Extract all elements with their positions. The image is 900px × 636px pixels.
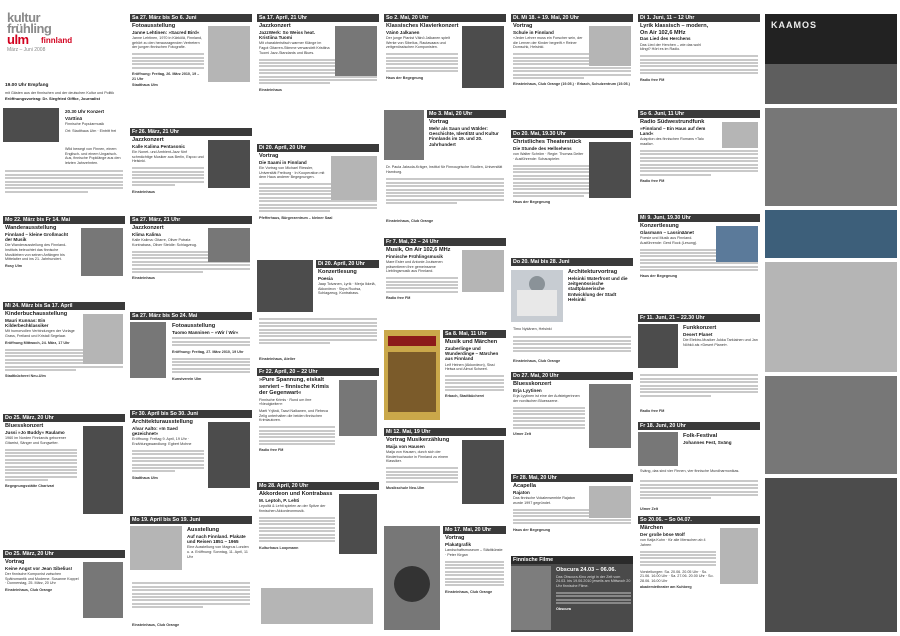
card-akkordeon: [257, 482, 379, 632]
card-title: Vortrag: [259, 153, 279, 159]
card-subtitle: Das Lied des Herchens: [640, 36, 691, 42]
photo-band-stage: [765, 376, 897, 474]
card-date: Fr 26. März, 21 Uhr: [130, 128, 252, 136]
card-body: Lepoltä & Lehti spielen an der Spitze der finnischen Akkordeonmusik.: [259, 504, 326, 513]
card-maerchen-kalevala: [384, 330, 506, 424]
card-body: Mit charakteristisch warmer Klänge im Fagot Gitarren-Stimme verwandelt Kristiina Tuomi Jazz-Standards und Blues.: [259, 41, 330, 55]
card-title: Konzertlesung: [318, 269, 357, 275]
card-body: Adaption des finnischen Romans »Talo maalla«.: [640, 137, 704, 146]
card-body: Dr. Paula Jaksola-Kräger, Institut für Finnougrische Studien, Universität Hamburg.: [386, 165, 503, 174]
card-place: Radio free FM: [640, 77, 665, 82]
column-4: [384, 4, 506, 632]
card-subtitle: Der große böse Wolf: [640, 531, 685, 537]
card-date: Mo 19. April bis So 19. Juni: [130, 516, 252, 524]
photo-band: [3, 108, 59, 142]
card-date: Fr 11. Juni, 21 – 22.30 Uhr: [638, 314, 760, 322]
card-subtitle: M. Leptoh, P. Lehti: [259, 497, 300, 503]
card-saunen: [384, 110, 506, 234]
card-place: Einsteinhaus, Atelier: [259, 357, 296, 361]
card-date: Finnische Filme: [511, 556, 633, 564]
logo-subtitle: März – Juni 2008: [7, 47, 46, 53]
logo-kultur: kultur: [7, 10, 41, 25]
column-1: [3, 4, 125, 632]
card-subtitle: Mauri Kunnas: Ein Kilderbechklassiker: [5, 317, 49, 328]
logo-ulm: ulm: [7, 32, 29, 47]
card-body: Sväng, das sind vier Finnen, vier finnische Mundharmonikas.: [640, 469, 740, 473]
card-concert-vaerttinae: [3, 106, 125, 212]
card-body: Ein Nonet- und Ambient-Jazz fünf schmächtige Musiker aus Berlin, Espoo und Helsinki.: [132, 150, 204, 164]
card-subtitle: Glasmann – Lassinäänet: [640, 229, 694, 235]
card-date: So 20.06. – So 04.07.: [638, 516, 760, 524]
card-subtitle: Die Saami in Finnland: [259, 159, 307, 165]
card-date: Mo 3. Mai, 20 Uhr: [427, 110, 506, 118]
card-title: Vortrag Musikerzählung: [386, 437, 450, 443]
card-title: 19.00 Uhr Empfang: [5, 83, 49, 88]
card-jalkanen: [384, 14, 506, 106]
photo-helsinki-cathedral: [511, 270, 563, 322]
card-title: Klassisches Klavierkonzert: [386, 23, 459, 29]
card-lehtinen: [130, 14, 252, 122]
card-place: Musikschule Neu-Ulm: [386, 486, 425, 491]
card-date: Do 20. Mai, 19.30 Uhr: [511, 130, 633, 138]
card-date: Mo 17. Mai, 20 Uhr: [443, 526, 506, 534]
photo-school: [589, 26, 631, 66]
card-body: mit Gästen aus der finnischen und der deutschen Kultur und Politik: [5, 90, 115, 95]
card-subtitle: Schule in Finnland: [513, 29, 554, 35]
card-title: Märchen: [640, 525, 664, 531]
card-place: Erbach, Stadtbücherei: [445, 394, 485, 399]
card-place: Stadtbücherei Neu-Ulm: [5, 374, 46, 379]
card-manninen: [130, 312, 252, 408]
card-body: Janne Lehtinen, 1970 in Kärkölä, Finnland, gehört zu den herausragenden Vertretern der jungen finnischen Fotografie.: [132, 36, 203, 50]
photo-accordion: [339, 494, 377, 554]
card-title: Bluesskonzert: [513, 381, 552, 387]
card-place: Einsteinhaus, Club Orange: [445, 589, 493, 594]
photo-desert-planet: [638, 324, 678, 368]
card-date: Di 20. April, 20 Uhr: [316, 260, 379, 268]
card-body: Leif Heinen (Akkordeon), Sissi Heiwa und Almut Schwerl.: [445, 362, 495, 372]
photo-forest: [765, 478, 897, 632]
card-theater: [511, 130, 633, 254]
photo-house: [722, 122, 758, 148]
card-title: Bluesskonzert: [5, 423, 44, 429]
photo-saami: [331, 156, 377, 200]
card-subtitle: Tuomo Manninen – »Wir / Wir«: [172, 329, 239, 335]
card-subtitle: Plakatgrafik: [445, 541, 472, 547]
card-title: Vortrag: [429, 119, 449, 125]
photo-theater: [589, 142, 631, 198]
card-sibelius: [3, 550, 125, 632]
photo-aalto: [208, 422, 250, 488]
card-wolf: [638, 516, 760, 632]
card-opening: [3, 82, 125, 102]
card-kinderbuch: [3, 302, 125, 412]
card-title: Vortrag: [513, 23, 533, 29]
photo-duo: [261, 588, 373, 624]
column-7: [765, 4, 897, 632]
card-place: Einsteinhaus, Club Orange: [132, 623, 180, 627]
card-date: Sa 27. März bis So 24. Mai: [130, 312, 252, 320]
card-note: Eröffnungsvortrag: Dr. Siegfried Giffke, Journalist: [5, 96, 100, 102]
card-title: Akkordeon und Kontrabass: [259, 491, 333, 497]
card-svaeng: [638, 422, 760, 514]
card-date: Mo 22. März bis Fr 14. Mai: [3, 216, 125, 224]
card-place: akademietheater am Kuhberg: [640, 585, 692, 590]
card-body: Der junge Pianist Väinö Jalkanen spielt Werke von Sibelius, Rautavaara und zeitgenössischen Komponisten.: [386, 36, 450, 50]
card-body: Erja Lyytinen ist eine der Aufsteigerinnen der nordischen Bluesszene.: [513, 394, 580, 403]
card-subtitle: Desert Planet: [683, 331, 713, 337]
card-date: Di 1. Juni, 11 – 12 Uhr: [638, 14, 760, 22]
photo-lyytinen: [589, 384, 631, 448]
photo-sauna: [384, 110, 424, 160]
card-glasmann: [638, 214, 760, 310]
card-body: Landschaftsmuseum – Städtkünste · Peter Kirgan: [445, 548, 503, 557]
column-5: [511, 4, 633, 632]
card-kaamos: [765, 14, 897, 104]
card-date: Do 25. März, 20 Uhr: [3, 550, 125, 558]
card-date: Mo 28. April, 20 Uhr: [257, 482, 379, 490]
card-plakate: [130, 516, 252, 632]
card-subtitle: JazzWerk: So Weiss heat. Kristiina Tuomi: [259, 29, 315, 40]
card-place: Einsteinhaus, Club Orange (19.05.) · Erbach, Schulzentrum (19.05.): [513, 82, 630, 87]
card-subtitle: Maija von Hausen: [386, 443, 425, 449]
card-date: Fr 28. Mai, 20 Uhr: [511, 474, 633, 482]
card-lyrik: [638, 14, 760, 106]
card-subtitle: Finnland – kleine Großmacht der Musik: [5, 231, 69, 242]
card-subtitle: Poesia: [318, 275, 333, 281]
card-jazzwerk: [257, 14, 379, 138]
card-title: Vortrag: [445, 535, 465, 541]
card-subtitle: Väinö Jalkanen: [386, 29, 420, 35]
card-date: Fr 22. April, 20 – 22 Uhr: [257, 368, 379, 376]
photo-family: [130, 322, 166, 378]
column-6: [638, 4, 760, 632]
card-title: Architekturausstellung: [132, 419, 193, 425]
card-title: Acapella: [513, 483, 537, 489]
card-body: Jaap Toivanen, Lyrik · Merja Ikkelä, Akkordeon · Sirpa Ruotsa, Schlagzeug, Kontrabass.: [318, 282, 376, 296]
logo-fruehling: frühling: [7, 21, 52, 36]
photo-kalle-kalima: [208, 140, 250, 188]
card-krimis: [257, 368, 379, 478]
card-lyytinen: [511, 372, 633, 470]
card-body: Maija von Hausen, durch sich der Kinderbuchautor in Finnland zu einem Klassiker.: [386, 450, 449, 464]
card-opening-date: Eröffnung Mittwoch, 24. März, 17 Uhr: [5, 340, 70, 345]
card-klima-kalima: [130, 216, 252, 308]
card-place: Obscura: [556, 607, 571, 612]
photo-maija: [462, 440, 504, 504]
card-pentasonic: [130, 128, 252, 212]
card-title: Jazzkonzert: [132, 225, 164, 231]
card-body: Das Obscura-Kino zeigt in der Zeit vom 24.03. bis 19.06.2010 jeweils am Mittwoch 20 Uhr finnische Filme.: [556, 574, 631, 588]
photo-wolf: [720, 528, 758, 584]
card-subtitle: Janne Lehtinen: »Sacred Bird«: [132, 29, 200, 35]
card-place: Radio free FM: [386, 296, 411, 301]
card-aalto: [130, 410, 252, 514]
card-date: Do 20. Mai bis 28. Juni: [511, 258, 633, 266]
card-title: Jazzkonzert: [259, 23, 291, 29]
card-place: Ulmer Zelt: [640, 507, 659, 511]
card-date: Sa 17. April, 21 Uhr: [257, 14, 379, 22]
photo-author: [339, 380, 377, 436]
card-title: Jazzkonzert: [132, 137, 164, 143]
card-schule: [511, 14, 633, 126]
card-desert-planet: [638, 314, 760, 418]
card-saami: [257, 144, 379, 256]
card-date: Sa 27. März, 21 Uhr: [130, 216, 252, 224]
photo-poster: [130, 526, 182, 570]
card-rajaton: [511, 474, 633, 554]
card-title: Radio Südwestrundfunk: [640, 119, 705, 125]
photo-sibelius: [83, 562, 123, 618]
card-fruehlingsmusik: [384, 238, 506, 326]
card-date: Di. Mi 18. + 19. Mai, 20 Uhr: [511, 14, 633, 22]
card-date: Do 25. März, 20 Uhr: [3, 414, 125, 422]
card-title: Obscura 24.03 – 06.06.: [556, 567, 617, 573]
card-place: Haus der Begegnung: [513, 527, 551, 532]
photo-harbour: [765, 262, 897, 372]
card-date: Mi 24. März bis Sa 17. April: [3, 302, 125, 310]
card-subtitle: Helsinki Waterfront und die zeitgenössische stadtplanerische Entwicklung der Stadt Helsinki: [568, 275, 628, 303]
card-maija: [384, 428, 506, 524]
card-place: Radio free FM: [640, 179, 665, 184]
card-subtitle: Klima Kalima: [132, 231, 161, 237]
card-title: Fotoausstellung: [172, 323, 216, 329]
card-waterfront: [511, 258, 633, 368]
photo-sacred-bird: [208, 26, 250, 82]
card-body: 1960 im Norden Finnlands geborener Gitarrist, Sänger und Songwriter.: [5, 436, 67, 445]
card-schedule: Vorstellungen: Sa. 20.06. 20.05 Uhr · So. 21.06. 16.00 Uhr · Sa. 27.06. 20.00 Uhr · So. 28.06. 16.00 Uhr: [640, 569, 714, 583]
card-body: »Jeder Lehrer muss ein Forscher sein, der die Lernen der Kinder begreift.« Reiner Domschk, Helsinki.: [513, 36, 583, 50]
column-2: [130, 4, 252, 632]
card-title: 20.30 Uhr Konzert: [65, 109, 105, 114]
card-body: Mit humorvollen Verbindungen der Vorlage Grass, Freiland und Kristall Segelaar.: [5, 329, 75, 338]
card-subtitle: Zauberlinge und Wunderdinge – Märchen aus Finnland: [445, 345, 499, 362]
photo-kalevala-cover: [384, 330, 440, 420]
card-date: So 6. Juni, 11 Uhr: [638, 110, 760, 118]
card-date: Fr 7. Mai, 22 – 24 Uhr: [384, 238, 506, 246]
photo-pianist: [462, 26, 504, 88]
card-body: Kalle Kalima: Gitarre, Oliver Potratz: Kontrabass, Oliver Steidle: Schlagzeug.: [132, 238, 197, 247]
card-place: Begegnungsstätte Charivari: [5, 484, 55, 489]
card-place: Stadthaus Ulm: [132, 475, 158, 480]
card-blues-raulamo: [3, 414, 125, 546]
card-body: von Walter Schröm · Regie: Thomas Deiter · Ausführende: Schauspieler.: [513, 152, 584, 161]
card-date: Sa 8. Mai, 11 Uhr: [443, 330, 506, 338]
card-subtitle: Rajaton: [513, 489, 530, 495]
photo-lake: [765, 210, 897, 258]
card-body: Eine Ausstellung von Magnus Londen u. a. Eröffnung: Sonntag, 11. April, 11 Uhr: [187, 545, 249, 559]
card-title: Ausstellung: [187, 527, 220, 533]
card-poesia: [257, 260, 379, 364]
card-body: Die Elektro-Musiker Jukka Tarkiainen und Jan Nöhkö als »Desert Planet«.: [683, 338, 758, 347]
card-subtitle: Die Stunde des Hellsehens: [513, 145, 572, 151]
card-swr: [638, 110, 760, 210]
card-subtitle: Keine Angst vor Jean Sibelius!: [5, 565, 73, 571]
card-title: Vortrag: [5, 559, 25, 565]
card-body: Das Lied der Herchen – wie das wohl klingt? Hört es im Radio.: [640, 42, 702, 52]
card-body: Mare Ester und Antonie Joutsenen präsentieren ihre gemeinsame Lieblingsmusik aus Finnland.: [386, 260, 443, 274]
card-place: Einsteinhaus: [132, 189, 155, 194]
card-title: Architekturvortrag: [568, 269, 618, 275]
photo-guitarist: [83, 426, 123, 514]
card-opening-date: Eröffnung: Freitag, 26. März 2010, 19 – 21 Uhr: [132, 72, 200, 81]
card-body: Das finnische Vokalensemble Rajaton wurde 1997 gegründet.: [513, 496, 575, 505]
photo-tree: [765, 108, 897, 206]
card-place: Einsteinhaus: [132, 276, 155, 281]
column-3: [257, 4, 379, 632]
photo-illustration: [83, 314, 123, 364]
card-filme: [511, 556, 633, 632]
logo-finnland: finnland: [41, 36, 73, 45]
card-date: So 2. Mai, 20 Uhr: [384, 14, 506, 22]
photo-performers: [257, 260, 313, 312]
card-place: Haus der Begegnung: [386, 75, 424, 80]
card-place: Radio free FM: [640, 409, 665, 413]
card-place: Einsteinhaus: [259, 87, 282, 92]
card-place: Haus der Begegnung: [513, 200, 551, 205]
card-place: Einsteinhaus, Club Orange: [5, 587, 53, 592]
card-date: Do 27. Mai, 20 Uhr: [511, 372, 633, 380]
card-body: Ein Vortrag von Michael Riessler, Universität Freiburg · In Kooperation mit dem Haus anderer Begegnungen.: [259, 166, 325, 180]
photo-poster-art: [384, 526, 440, 630]
card-body: Timo Nykänen, Helsinki: [513, 327, 552, 331]
card-place: Kunstverein Ulm: [172, 376, 202, 381]
card-body: Finnische Popularmusik: [65, 122, 105, 126]
kaamos-label: KAAMOS: [771, 20, 817, 30]
photo-musician: [81, 228, 123, 276]
card-date: Sa 27. März bis So 6. Juni: [130, 14, 252, 22]
festival-logo: [7, 12, 67, 53]
card-title: Musik, On Air 102,6 MHz: [386, 247, 451, 253]
card-place: Einsteinhaus, Club Orange: [386, 219, 434, 223]
card-subtitle: Finnische Frühlingsmusik: [386, 253, 443, 259]
card-subtitle: Auf nach Finnland. Plakate und Reisen 1851 – 1965: [187, 533, 246, 544]
photo-svaeng: [638, 432, 678, 466]
card-place: Haus der Begegnung: [640, 274, 678, 279]
card-subtitle: Finnische Krimis · Rund um ihre »Neuigkeiten«: [259, 397, 312, 407]
card-place: Ulmer Zelt: [513, 432, 532, 437]
card-date: Fr 18. Juni, 20 Uhr: [638, 422, 760, 430]
card-date: Mi 12. Mai, 19 Uhr: [384, 428, 506, 436]
card-title: Folk-Festival: [683, 433, 718, 439]
photo-tuomi: [335, 26, 377, 76]
card-subtitle: Kalle Kalima Pentasonic: [132, 143, 186, 149]
photo-film-still: [511, 566, 551, 630]
card-body: Der finnische Komponist zwischen Spätromantik und Moderne. Susanne Koppel · Donnerstag, 25. März, 20 Uhr: [5, 572, 79, 586]
card-date: Fr 30. April bis So 30. Juni: [130, 410, 252, 418]
card-date: Di 20. April, 20 Uhr: [257, 144, 379, 152]
card-title: Christliches Theaterstück: [513, 139, 582, 145]
card-place: Einsteinhaus, Club Orange: [513, 359, 561, 363]
card-opening-date: Eröffnung: Freitag, 27. März 2010, 19 Uhr: [172, 349, 244, 354]
card-body: Eröffnung: Freitag 9. April, 19 Uhr · Erzählungswandlung: Egbert Mohne: [132, 437, 192, 446]
card-subtitle: Erja Lyytinen: [513, 387, 542, 393]
text-block: [3, 168, 125, 195]
card-date: Mi 9. Juni, 19.30 Uhr: [638, 214, 760, 222]
card-subtitle: Alvar Aalto: »In Saed gezeichnet«: [132, 425, 178, 436]
card-subtitle: Värttinä: [65, 115, 83, 121]
card-body: von Katja Kuhn · für alle Menschen ab 4 Jahren: [640, 538, 706, 547]
card-place: Stadthaus Ulm: [132, 83, 158, 88]
card-body: Die Wanderausstellung des Finnland-Instituts beleuchtet das finnische Musikleben von seinen Anfängen bis Mittelalter und ins 21. Jahrhundert.: [5, 243, 67, 262]
card-place: Kulturhaus Loopmann: [259, 545, 299, 550]
card-title: Lyrik klassisch – modern, On Air 102,6 MHz: [640, 23, 709, 36]
card-place: Ort: Stadthaus Ulm · Eintritt frei: [65, 128, 117, 133]
card-title: Konzertlesung: [640, 223, 679, 229]
card-title: Kinderbuchausstellung: [5, 311, 68, 317]
photo-landscape: [462, 250, 504, 292]
card-title: Wanderausstellung: [5, 225, 57, 231]
card-place: Pfefferhaus, Bürgerzentrum – kleiner Saal: [259, 215, 333, 220]
card-body: Poesie und Musik aus Finnland. Ausführende: Gerd Rock (Lesung).: [640, 236, 698, 245]
card-wanderausstellung: [3, 216, 125, 300]
photo-rajaton: [589, 486, 631, 518]
card-title: Fotoausstellung: [132, 23, 176, 29]
card-subtitle: Mehr als Saun und Wälder: Geschichte, Identität und Kultur Finnlands im 19. und 20. Jahrhundert: [429, 125, 499, 147]
card-plakatgrafik: [384, 526, 506, 632]
card-title: »Pure Spannung, eiskalt serviert – finnische Krimis der Gegenwart«: [259, 377, 329, 397]
card-place: Radio free FM: [259, 448, 284, 453]
card-subtitle: Jussi »Jo Buddy« Raulamo: [5, 429, 65, 435]
card-title: Musik und Märchen: [445, 339, 498, 345]
photo-sea: [716, 226, 758, 262]
card-place: Rosy Ulm: [5, 263, 23, 268]
card-title: Funkkonzert: [683, 325, 717, 331]
card-body: Wild bewegt von Finnen, einem Englisch- und einem Ungarisch-Aus, finnische Popklänge aus den letzten Jahrzehnten.: [65, 147, 121, 165]
photo-trio: [208, 228, 250, 262]
card-subtitle: »Finnland – Ein Haus auf dem Land«: [640, 125, 706, 136]
card-body: Marti Yrjänä, Taavi Nalkanen, und Rebeca Zelig unterhalten die beiden finnischen Krimiautoren.: [259, 408, 328, 423]
card-subtitle: Johannes Fest, Sväng: [683, 439, 732, 445]
